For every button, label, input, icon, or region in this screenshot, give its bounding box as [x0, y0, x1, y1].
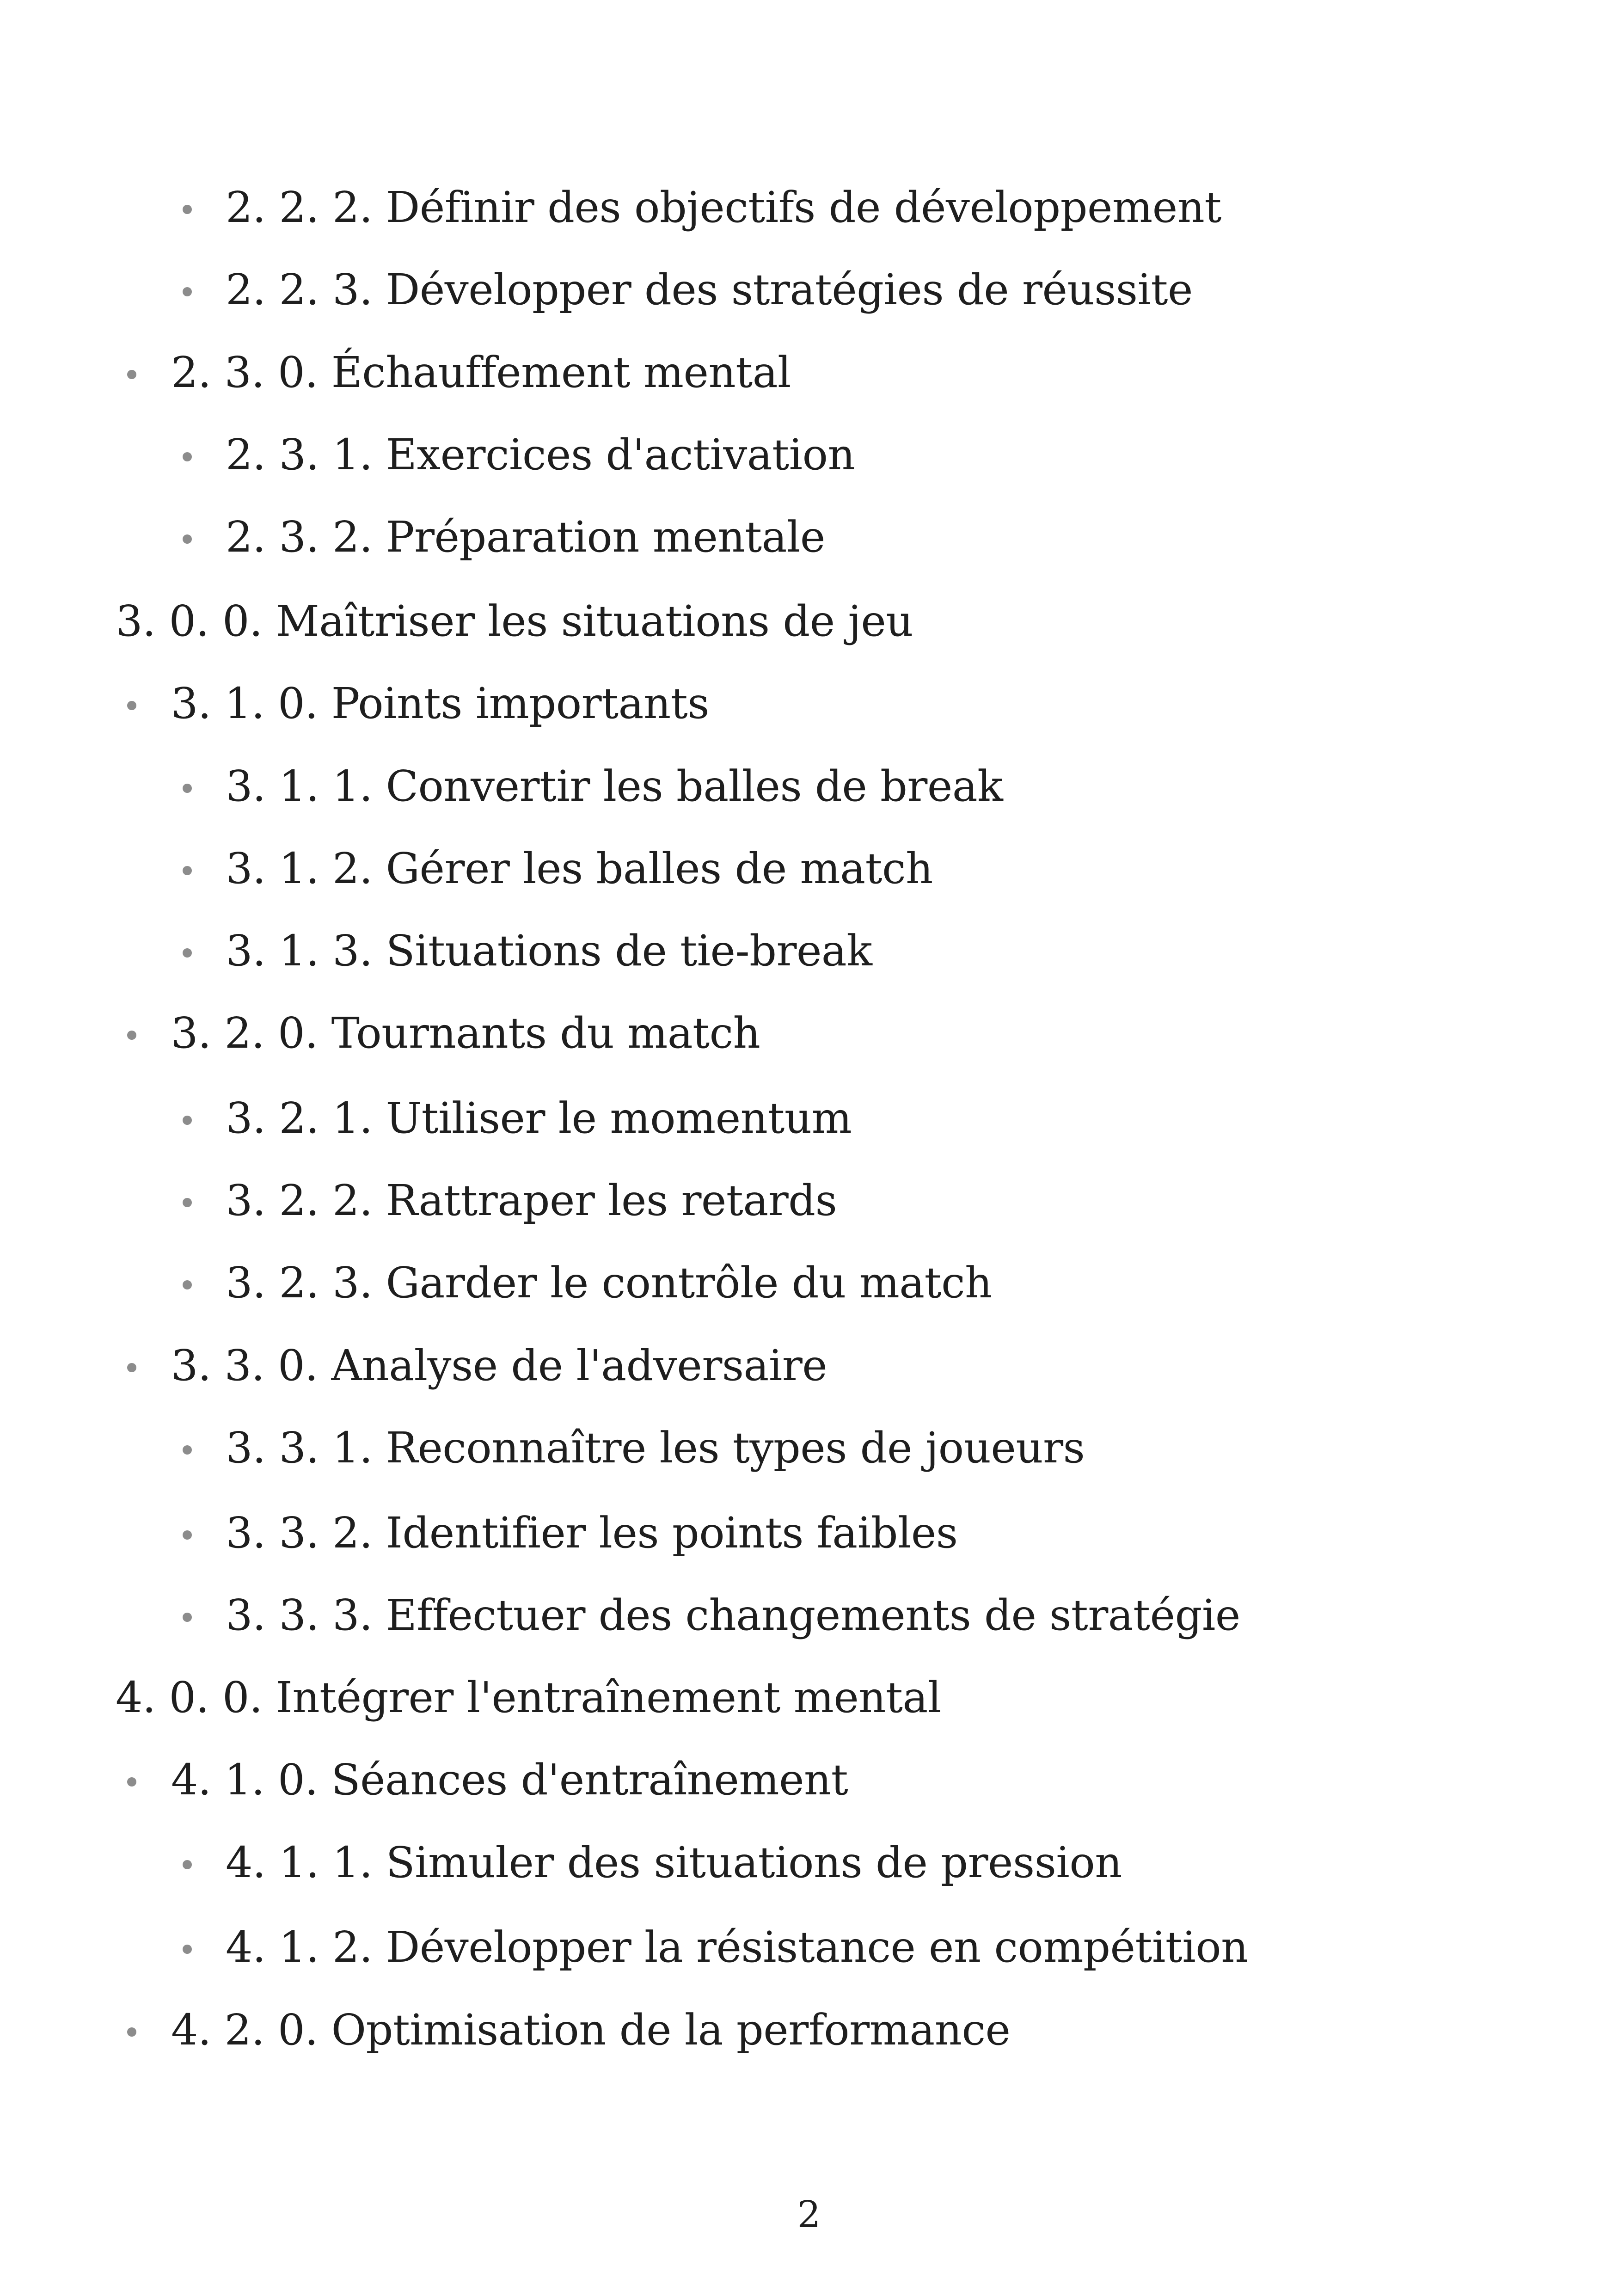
- bullet-icon: [183, 1945, 192, 1954]
- bullet-icon: [183, 452, 192, 461]
- bullet-icon: [183, 534, 192, 544]
- toc-entry-text: 3. 3. 2. Identifier les points faibles: [226, 1508, 958, 1558]
- bullet-icon: [183, 205, 192, 214]
- bullet-icon: [183, 287, 192, 296]
- toc-entry-text: 4. 0. 0. Intégrer l'entraînement mental: [116, 1673, 941, 1722]
- toc-entry-text: 4. 1. 0. Séances d'entraînement: [171, 1755, 848, 1805]
- bullet-icon: [183, 948, 192, 958]
- toc-entry-text: 3. 1. 2. Gérer les balles de match: [226, 844, 933, 893]
- toc-entry-text: 4. 2. 0. Optimisation de la performance: [171, 2005, 1011, 2055]
- toc-entry-text: 2. 3. 1. Exercices d'activation: [226, 430, 855, 479]
- bullet-icon: [183, 1613, 192, 1622]
- bullet-icon: [127, 701, 136, 710]
- toc-entry-text: 3. 2. 1. Utiliser le momentum: [226, 1093, 852, 1143]
- toc-entry-text: 3. 2. 2. Rattraper les retards: [226, 1176, 837, 1225]
- toc-entry-text: 3. 2. 0. Tournants du match: [171, 1008, 760, 1058]
- toc-entry-text: 2. 3. 2. Préparation mentale: [226, 512, 825, 562]
- bullet-icon: [183, 1445, 192, 1455]
- toc-entry-text: 3. 1. 0. Points importants: [171, 679, 709, 728]
- bullet-icon: [183, 1116, 192, 1125]
- toc-entry-text: 3. 0. 0. Maîtriser les situations de jeu: [116, 596, 913, 646]
- bullet-icon: [127, 370, 136, 379]
- bullet-icon: [127, 1363, 136, 1372]
- bullet-icon: [127, 1031, 136, 1040]
- page-number: 2: [797, 2193, 821, 2236]
- bullet-icon: [183, 1530, 192, 1540]
- toc-entry-text: 3. 3. 1. Reconnaître les types de joueurs: [226, 1423, 1085, 1473]
- bullet-icon: [183, 784, 192, 793]
- bullet-icon: [183, 866, 192, 875]
- toc-entry-text: 3. 1. 3. Situations de tie-break: [226, 926, 872, 976]
- bullet-icon: [183, 1280, 192, 1289]
- toc-entry-text: 4. 1. 1. Simuler des situations de pression: [226, 1838, 1122, 1887]
- bullet-icon: [127, 2027, 136, 2037]
- bullet-icon: [127, 1777, 136, 1786]
- toc-entry-text: 3. 3. 3. Effectuer des changements de stratégie: [226, 1590, 1240, 1640]
- toc-entry-text: 2. 2. 3. Développer des stratégies de réussite: [226, 265, 1193, 314]
- bullet-icon: [183, 1198, 192, 1207]
- toc-entry-text: 2. 2. 2. Définir des objectifs de développement: [226, 183, 1221, 232]
- toc-entry-text: 3. 3. 0. Analyse de l'adversaire: [171, 1341, 827, 1390]
- toc-entry-text: 2. 3. 0. Échauffement mental: [171, 348, 791, 397]
- toc-entry-text: 3. 1. 1. Convertir les balles de break: [226, 761, 1003, 811]
- toc-entry-text: 4. 1. 2. Développer la résistance en compétition: [226, 1922, 1248, 1972]
- bullet-icon: [183, 1860, 192, 1869]
- toc-entry-text: 3. 2. 3. Garder le contrôle du match: [226, 1258, 992, 1308]
